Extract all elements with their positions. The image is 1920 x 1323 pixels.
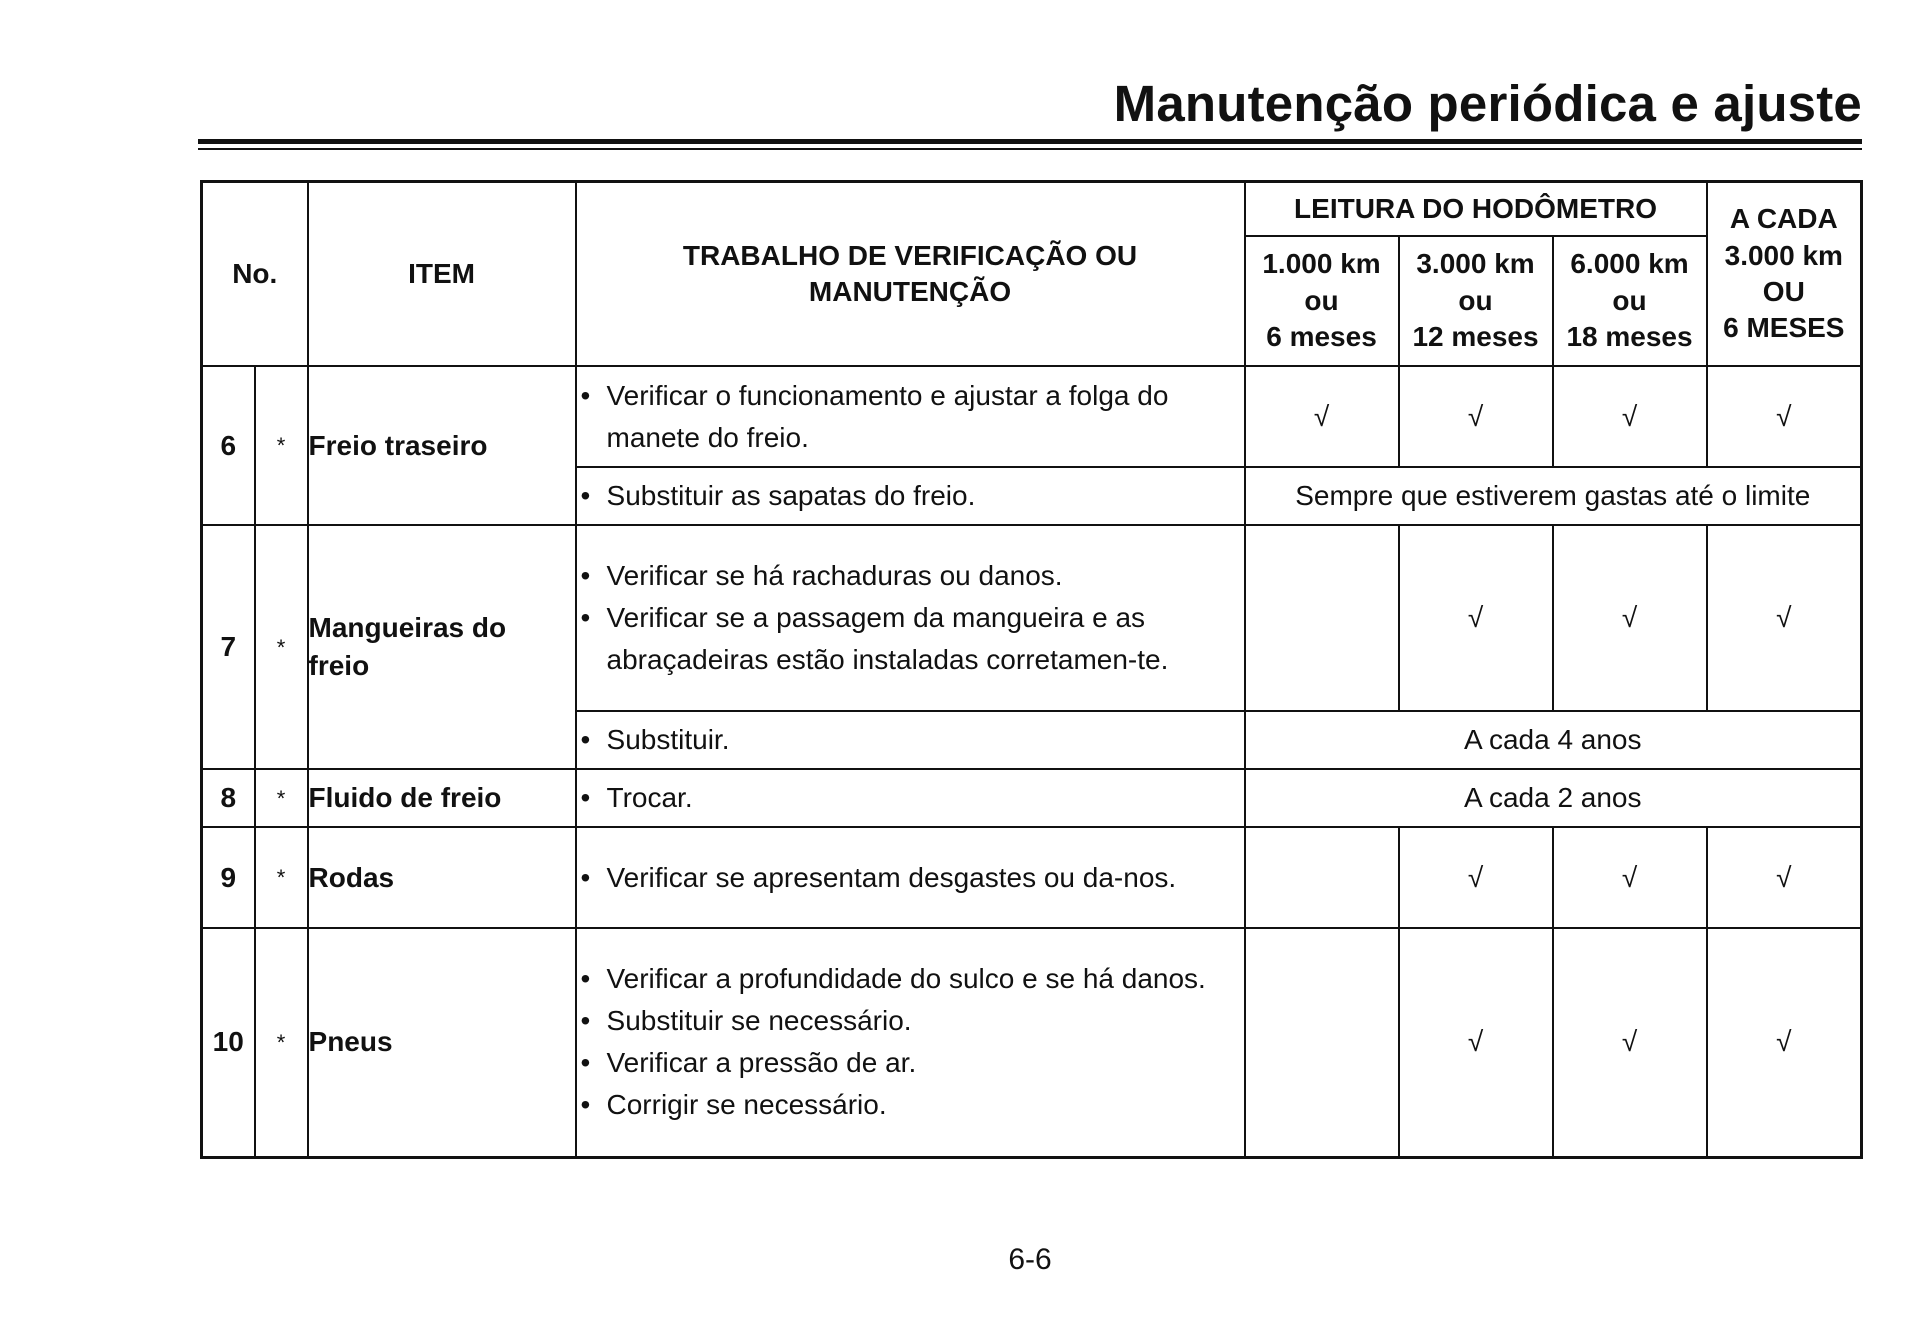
bullet: • bbox=[580, 1047, 591, 1079]
task-line: • Substituir as sapatas do freio. bbox=[577, 475, 1244, 517]
header-period-1 bbox=[1245, 236, 1399, 366]
header-period-3 bbox=[1553, 236, 1707, 366]
header-period-2 bbox=[1399, 236, 1553, 366]
bullet: • bbox=[580, 963, 591, 995]
header-work-line2: MANUTENÇÃO bbox=[808, 276, 1012, 307]
star-mark: * bbox=[255, 827, 308, 928]
bullet: • bbox=[580, 480, 591, 511]
header-row-top bbox=[202, 182, 1862, 237]
row-task bbox=[576, 467, 1245, 525]
row-item: Mangueiras do freio bbox=[308, 525, 576, 769]
period-or: ou bbox=[1612, 284, 1647, 316]
interval-note: Sempre que estiverem gastas até o limite bbox=[1245, 467, 1862, 525]
header-item: ITEM bbox=[308, 182, 576, 367]
table-row-8 bbox=[202, 769, 1862, 827]
bullet: • bbox=[580, 1089, 591, 1121]
header-rule-thick bbox=[198, 139, 1862, 144]
task-line: • Verificar se a passagem da mangueira e as abraçadeiras estão instaladas corretamen-te. bbox=[577, 597, 1244, 681]
period-km: 3.000 km bbox=[1416, 248, 1535, 280]
task-line: • Verificar se há rachaduras ou danos. bbox=[577, 555, 1244, 597]
bullet: • bbox=[580, 560, 591, 591]
check-cell: √ bbox=[1707, 366, 1862, 467]
header-every bbox=[1707, 182, 1862, 367]
star-mark: * bbox=[255, 525, 308, 769]
bullet: • bbox=[580, 379, 591, 411]
period-or: ou bbox=[1458, 284, 1493, 316]
period-km: 1.000 km bbox=[1262, 248, 1381, 280]
page-title: Manutenção periódica e ajuste bbox=[1113, 75, 1862, 132]
header-rule-thin bbox=[198, 148, 1862, 150]
bullet: • bbox=[580, 724, 591, 755]
task-line: • Trocar. bbox=[577, 777, 1244, 819]
row-number: 9 bbox=[202, 827, 255, 928]
check-cell: √ bbox=[1245, 366, 1399, 467]
bullet: • bbox=[580, 1005, 591, 1037]
row-item: Rodas bbox=[308, 827, 576, 928]
bullet: • bbox=[580, 602, 591, 633]
empty-cell bbox=[1245, 928, 1399, 1157]
row-number: 6 bbox=[202, 366, 255, 525]
check-cell: √ bbox=[1707, 928, 1862, 1157]
interval-note: A cada 4 anos bbox=[1245, 711, 1862, 769]
header-every-line3: OU bbox=[1762, 276, 1805, 307]
row-item: Fluido de freio bbox=[308, 769, 576, 827]
row-task bbox=[576, 525, 1245, 711]
table-row-7a bbox=[202, 525, 1862, 711]
header-work bbox=[576, 182, 1245, 367]
header-every-line1: A CADA bbox=[1729, 203, 1838, 235]
check-cell: √ bbox=[1399, 366, 1553, 467]
check-cell: √ bbox=[1553, 928, 1707, 1157]
maintenance-table bbox=[200, 180, 1863, 1159]
period-time: 6 meses bbox=[1266, 321, 1377, 353]
task-line: • Corrigir se necessário. bbox=[577, 1084, 1244, 1126]
check-cell: √ bbox=[1553, 525, 1707, 711]
period-time: 18 meses bbox=[1566, 321, 1693, 353]
period-or: ou bbox=[1304, 284, 1339, 316]
table-row-9 bbox=[202, 827, 1862, 928]
period-km: 6.000 km bbox=[1570, 248, 1689, 280]
bullet: • bbox=[580, 782, 591, 813]
row-task bbox=[576, 711, 1245, 769]
header-no: No. bbox=[202, 182, 308, 367]
row-number: 7 bbox=[202, 525, 255, 769]
check-cell: √ bbox=[1707, 827, 1862, 928]
check-cell: √ bbox=[1399, 525, 1553, 711]
row-task bbox=[576, 827, 1245, 928]
star-mark: * bbox=[255, 928, 308, 1157]
table-row-10 bbox=[202, 928, 1862, 1157]
row-item: Pneus bbox=[308, 928, 576, 1157]
task-line: • Verificar a pressão de ar. bbox=[577, 1042, 1244, 1084]
empty-cell bbox=[1245, 525, 1399, 711]
empty-cell bbox=[1245, 827, 1399, 928]
table-row-6a bbox=[202, 366, 1862, 467]
star-mark: * bbox=[255, 769, 308, 827]
page-number: 6-6 bbox=[1008, 1243, 1052, 1276]
header-every-line4: 6 MESES bbox=[1723, 312, 1845, 344]
bullet: • bbox=[580, 861, 591, 893]
header-every-line2: 3.000 km bbox=[1724, 239, 1843, 271]
header-odometer: LEITURA DO HODÔMETRO bbox=[1245, 182, 1707, 237]
header-work-line1: TRABALHO DE VERIFICAÇÃO OU bbox=[682, 239, 1138, 271]
task-line: • Verificar a profundidade do sulco e se há danos. bbox=[577, 958, 1244, 1000]
row-task bbox=[576, 366, 1245, 467]
row-task bbox=[576, 928, 1245, 1157]
row-number: 8 bbox=[202, 769, 255, 827]
star-mark: * bbox=[255, 366, 308, 525]
check-cell: √ bbox=[1553, 827, 1707, 928]
task-line: • Verificar o funcionamento e ajustar a folga do manete do freio. bbox=[577, 375, 1244, 459]
task-line: • Verificar se apresentam desgastes ou da-nos. bbox=[577, 857, 1244, 899]
check-cell: √ bbox=[1399, 827, 1553, 928]
task-line: • Substituir. bbox=[577, 719, 1244, 761]
row-item: Freio traseiro bbox=[308, 366, 576, 525]
check-cell: √ bbox=[1707, 525, 1862, 711]
task-line: • Substituir se necessário. bbox=[577, 1000, 1244, 1042]
interval-note: A cada 2 anos bbox=[1245, 769, 1862, 827]
check-cell: √ bbox=[1399, 928, 1553, 1157]
check-cell: √ bbox=[1553, 366, 1707, 467]
row-task bbox=[576, 769, 1245, 827]
period-time: 12 meses bbox=[1412, 321, 1539, 353]
row-number: 10 bbox=[202, 928, 255, 1157]
